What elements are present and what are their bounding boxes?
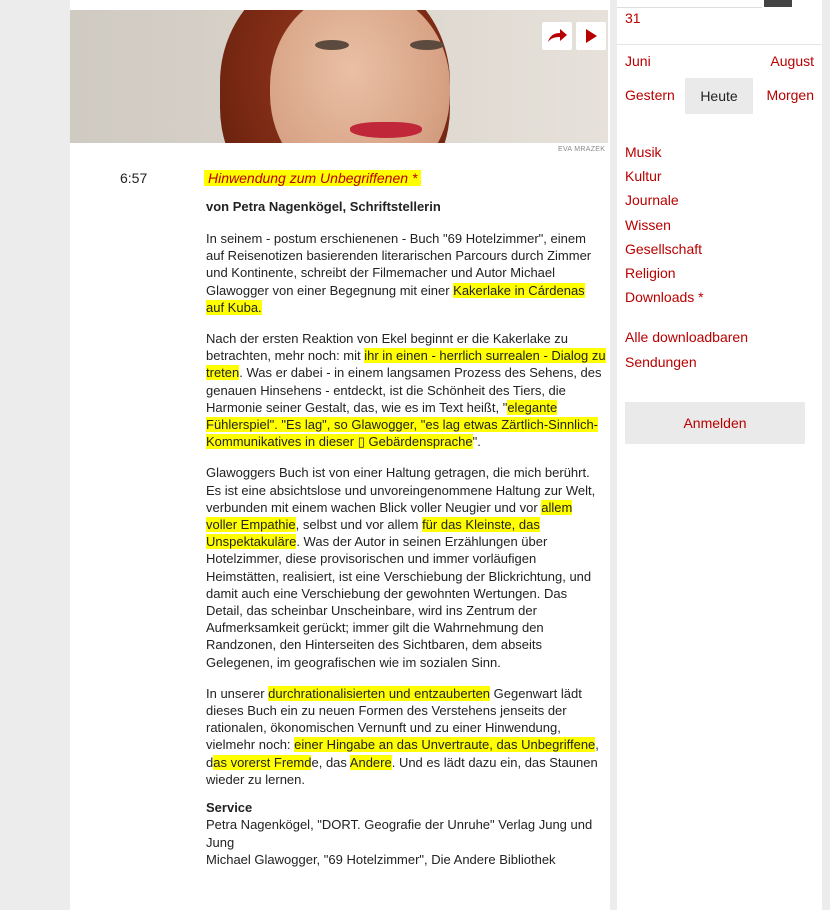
highlighted-text: für das Kleinste, das Unspektakuläre	[206, 517, 540, 550]
paragraph-1	[206, 230, 606, 316]
nav-item-journale[interactable]: Journale	[625, 192, 679, 209]
text-run: ".	[472, 434, 481, 450]
nav-item-wissen[interactable]: Wissen	[625, 216, 671, 233]
text-run: , d	[206, 737, 599, 770]
calendar-control[interactable]	[764, 0, 792, 7]
month-nav	[617, 44, 822, 78]
highlighted-text: as vorerst Fremd	[213, 754, 312, 770]
highlighted-text: allem voller Empathie	[206, 499, 573, 533]
share-arrow-icon	[546, 27, 568, 45]
highlighted-text: ihr in einen - herrlich surrealen - Dialog zu treten	[206, 348, 606, 381]
text-run: Gegenwart lädt dieses Buch ein zu neuen Formen des Verstehens jenseits der rationalen, ökonomischen Vernunft und zu einer Hinwendung, vielmehr noch:	[206, 685, 582, 753]
highlighted-text: Andere	[349, 754, 392, 770]
hero-image	[70, 10, 608, 143]
share-button[interactable]	[542, 22, 572, 50]
author-line: von Petra Nagenkögel, Schriftstellerin	[206, 199, 441, 214]
nav-item-downloads[interactable]: Downloads *	[625, 289, 704, 306]
text-run: Glawoggers Buch ist von einer Haltung getragen, die mich berührt. Es ist eine absichtslose und unvoreingenommene Haltung zur Welt, verbunden mit einem wachen Blick voller Neugier und vor	[206, 465, 596, 515]
service-heading: Service	[206, 800, 253, 816]
text-run: . Was der Autor in seinen Erzählungen über Hotelzimmer, diese provisorischen und immer vorläufigen Heimstätten, realisiert, ist eine Verschiebung der Blickrichtung, und damit auch eine Verschiebung der gewohnten Wertungen. Das Detail, das scheinbar Unscheinbare, wird ins Zentrum der Aufmerksamkeit gerückt; immer gilt die Wahrnehmung den Randzonen, den Hinterseiten des Sichtbaren, dem abseits Gelegenen, im geografischen wie im sozialen Sinn.	[206, 534, 592, 670]
broadcast-time: 6:57	[120, 170, 148, 186]
text-run: . Was er dabei - in einem langsamen Prozess des Sehens, des genauen Hinsehens - entdeckt, ist die Schönheit des Tiers, die Harmonie seiner Gestalt, das, wie es im Text heißt, "	[206, 365, 602, 415]
category-nav	[625, 140, 748, 374]
all-downloads-line: Alle downloadbaren	[625, 329, 748, 346]
sidebar	[617, 0, 822, 910]
photo-credit: EVA MRAZEK	[558, 146, 606, 153]
prev-month-link[interactable]: Juni	[625, 53, 651, 69]
text-run: In seinem - postum erschienenen - Buch "69 Hotelzimmer", einem auf Reisenotizen basierenden literarischen Parcours durch Zimmer und Kontinente, schreibt der Filmemacher und Autor Michael Glawogger von einer Begegnung mit einer	[206, 231, 592, 298]
text-run: . Und es lädt dazu ein, das Staunen wieder zu lernen.	[206, 754, 598, 787]
article-body	[206, 168, 606, 869]
play-button[interactable]	[576, 22, 606, 50]
nav-item-kultur[interactable]: Kultur	[625, 168, 662, 185]
nav-item-musik[interactable]: Musik	[625, 144, 662, 160]
nav-item-religion[interactable]: Religion	[625, 265, 676, 282]
all-downloads-line: Sendungen	[625, 353, 697, 370]
login-button[interactable]: Anmelden	[625, 402, 805, 444]
text-run: In unserer	[206, 685, 269, 701]
article-panel	[70, 0, 610, 910]
paragraph-3	[206, 464, 606, 670]
calendar-day[interactable]: 31	[625, 10, 641, 26]
highlighted-text: elegante Fühlerspiel". "Es lag", so Glawogger, "es lag etwas Zärtlich-Sinnlich-Kommunikatives in dieser ▯ Gebärdensprache	[206, 399, 599, 450]
highlighted-text: einer Hingabe an das Unvertraute, das Unbegriffene	[294, 737, 596, 753]
highlighted-text: durchrationalisierten und entzauberten	[268, 685, 491, 701]
text-run: , selbst und vor allem	[295, 517, 423, 533]
all-downloads-link[interactable]	[625, 325, 748, 373]
nav-item-gesellschaft[interactable]: Gesellschaft	[625, 240, 703, 257]
divider	[617, 7, 762, 8]
highlighted-text: Kakerlake in Cárdenas auf Kuba.	[206, 282, 585, 315]
service-line: Petra Nagenkögel, "DORT. Geografie der Unruhe" Verlag Jung und Jung	[206, 817, 593, 850]
play-icon	[584, 28, 598, 44]
today-link[interactable]: Heute	[685, 78, 753, 114]
text-run: e, das	[311, 754, 350, 770]
tomorrow-link[interactable]: Morgen	[766, 87, 814, 103]
next-month-link[interactable]: August	[770, 53, 814, 69]
service-line: Michael Glawogger, "69 Hotelzimmer", Die Andere Bibliothek	[206, 852, 556, 868]
paragraph-2	[206, 330, 606, 450]
yesterday-link[interactable]: Gestern	[625, 87, 675, 103]
broadcast-title[interactable]: Hinwendung zum Unbegriffenen *	[204, 170, 421, 186]
day-nav	[617, 78, 822, 114]
text-run: Nach der ersten Reaktion von Ekel beginnt er die Kakerlake zu betrachten, mehr noch: mit	[206, 331, 569, 364]
paragraph-4	[206, 685, 606, 788]
